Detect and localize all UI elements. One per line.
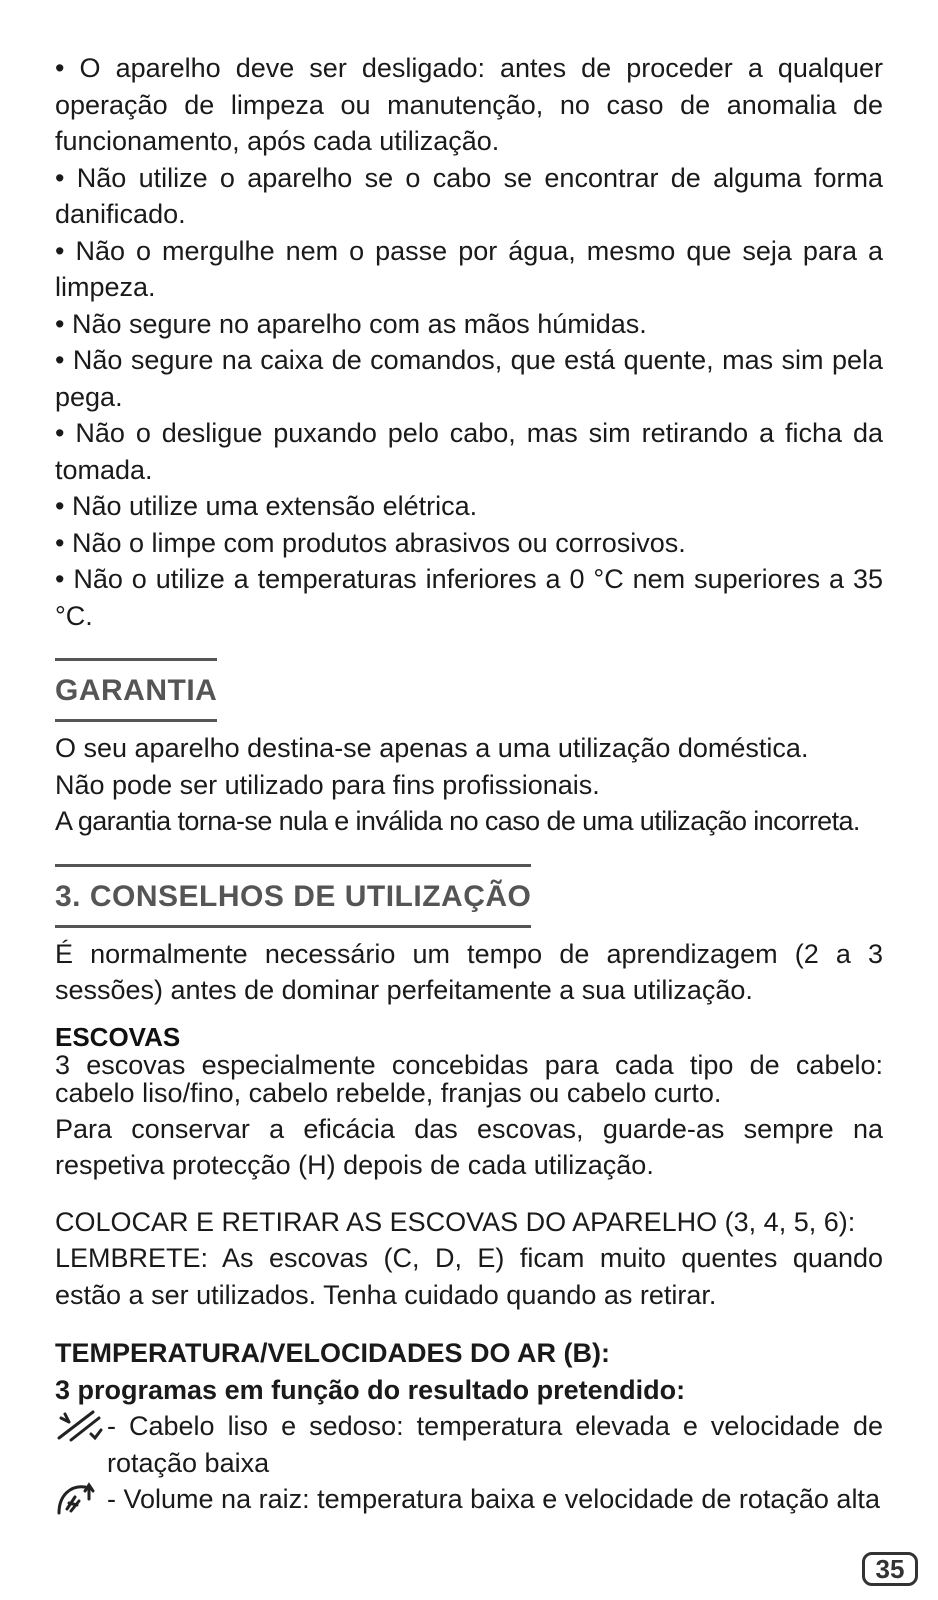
manual-page [55, 50, 883, 1518]
programs-heading: 3 programas em função do resultado pretendido: [55, 1374, 686, 1405]
garantia-line: O seu aparelho destina-se apenas a uma utilização doméstica. [55, 733, 809, 763]
safety-list [55, 50, 883, 634]
safety-item: • Não segure na caixa de comandos, que está quente, mas sim pela pega. [55, 345, 883, 412]
lembrete-text: LEMBRETE: As escovas (C, D, E) ficam muito quentes quando estão a ser utilizados. Tenha cuidado quando as retirar. [55, 1243, 883, 1310]
section-title: GARANTIA [55, 674, 218, 707]
safety-item: • Não segure no aparelho com as mãos húmidas. [55, 308, 647, 339]
smooth-hair-icon [55, 1408, 107, 1444]
escovas-heading: ESCOVAS [55, 1021, 181, 1052]
program-item [55, 1481, 883, 1518]
garantia-line: A garantia torna-se nula e inválida no caso de uma utilização incorreta. [55, 806, 860, 836]
safety-item: • Não utilize uma extensão elétrica. [55, 491, 478, 521]
escovas-care: Para conservar a eficácia das escovas, guarde-as sempre na respetiva protecção (H) depois de cada utilização. [55, 1113, 883, 1180]
heading-rule-bottom [55, 719, 217, 722]
temp-heading: TEMPERATURA/VELOCIDADES DO AR (B): [55, 1338, 610, 1368]
colocar-text: COLOCAR E RETIRAR AS ESCOVAS DO APARELHO (3, 4, 5, 6): [55, 1206, 856, 1237]
safety-item: • Não o utilize a temperaturas inferiores a 0 °C nem superiores a 35 °C. [55, 564, 883, 631]
conselhos-heading [55, 864, 531, 928]
safety-item: • Não o desligue puxando pelo cabo, mas sim retirando a ficha da tomada. [55, 418, 883, 485]
program-item [55, 1408, 883, 1481]
safety-item: • Não o mergulhe nem o passe por água, mesmo que seja para a limpeza. [55, 235, 883, 302]
section-title: 3. CONSELHOS DE UTILIZAÇÃO [55, 879, 532, 913]
program-text: - Cabelo liso e sedoso: temperatura elevada e velocidade de rotação baixa [107, 1411, 883, 1478]
program-text: - Volume na raiz: temperatura baixa e velocidade de rotação alta [107, 1484, 880, 1514]
page-number: 35 [862, 1552, 918, 1586]
escovas-text: 3 escovas especialmente concebidas para cada tipo de cabelo: cabelo liso/fino, cabelo rebelde, franjas ou cabelo curto. [55, 1049, 883, 1108]
garantia-heading [55, 658, 217, 722]
garantia-line: Não pode ser utilizado para fins profissionais. [55, 769, 600, 800]
safety-item: • Não utilize o aparelho se o cabo se encontrar de alguma forma danificado. [55, 162, 883, 229]
safety-item: • Não o limpe com produtos abrasivos ou corrosivos. [55, 527, 686, 558]
conselhos-intro: É normalmente necessário um tempo de aprendizagem (2 a 3 sessões) antes de dominar perfeitamente a sua utilização. [55, 938, 883, 1005]
safety-item: • O aparelho deve ser desligado: antes de proceder a qualquer operação de limpeza ou manutenção, no caso de anomalia de funcionamento, após cada utilização. [55, 53, 883, 156]
root-volume-icon [55, 1481, 107, 1517]
heading-rule-bottom [55, 925, 531, 928]
